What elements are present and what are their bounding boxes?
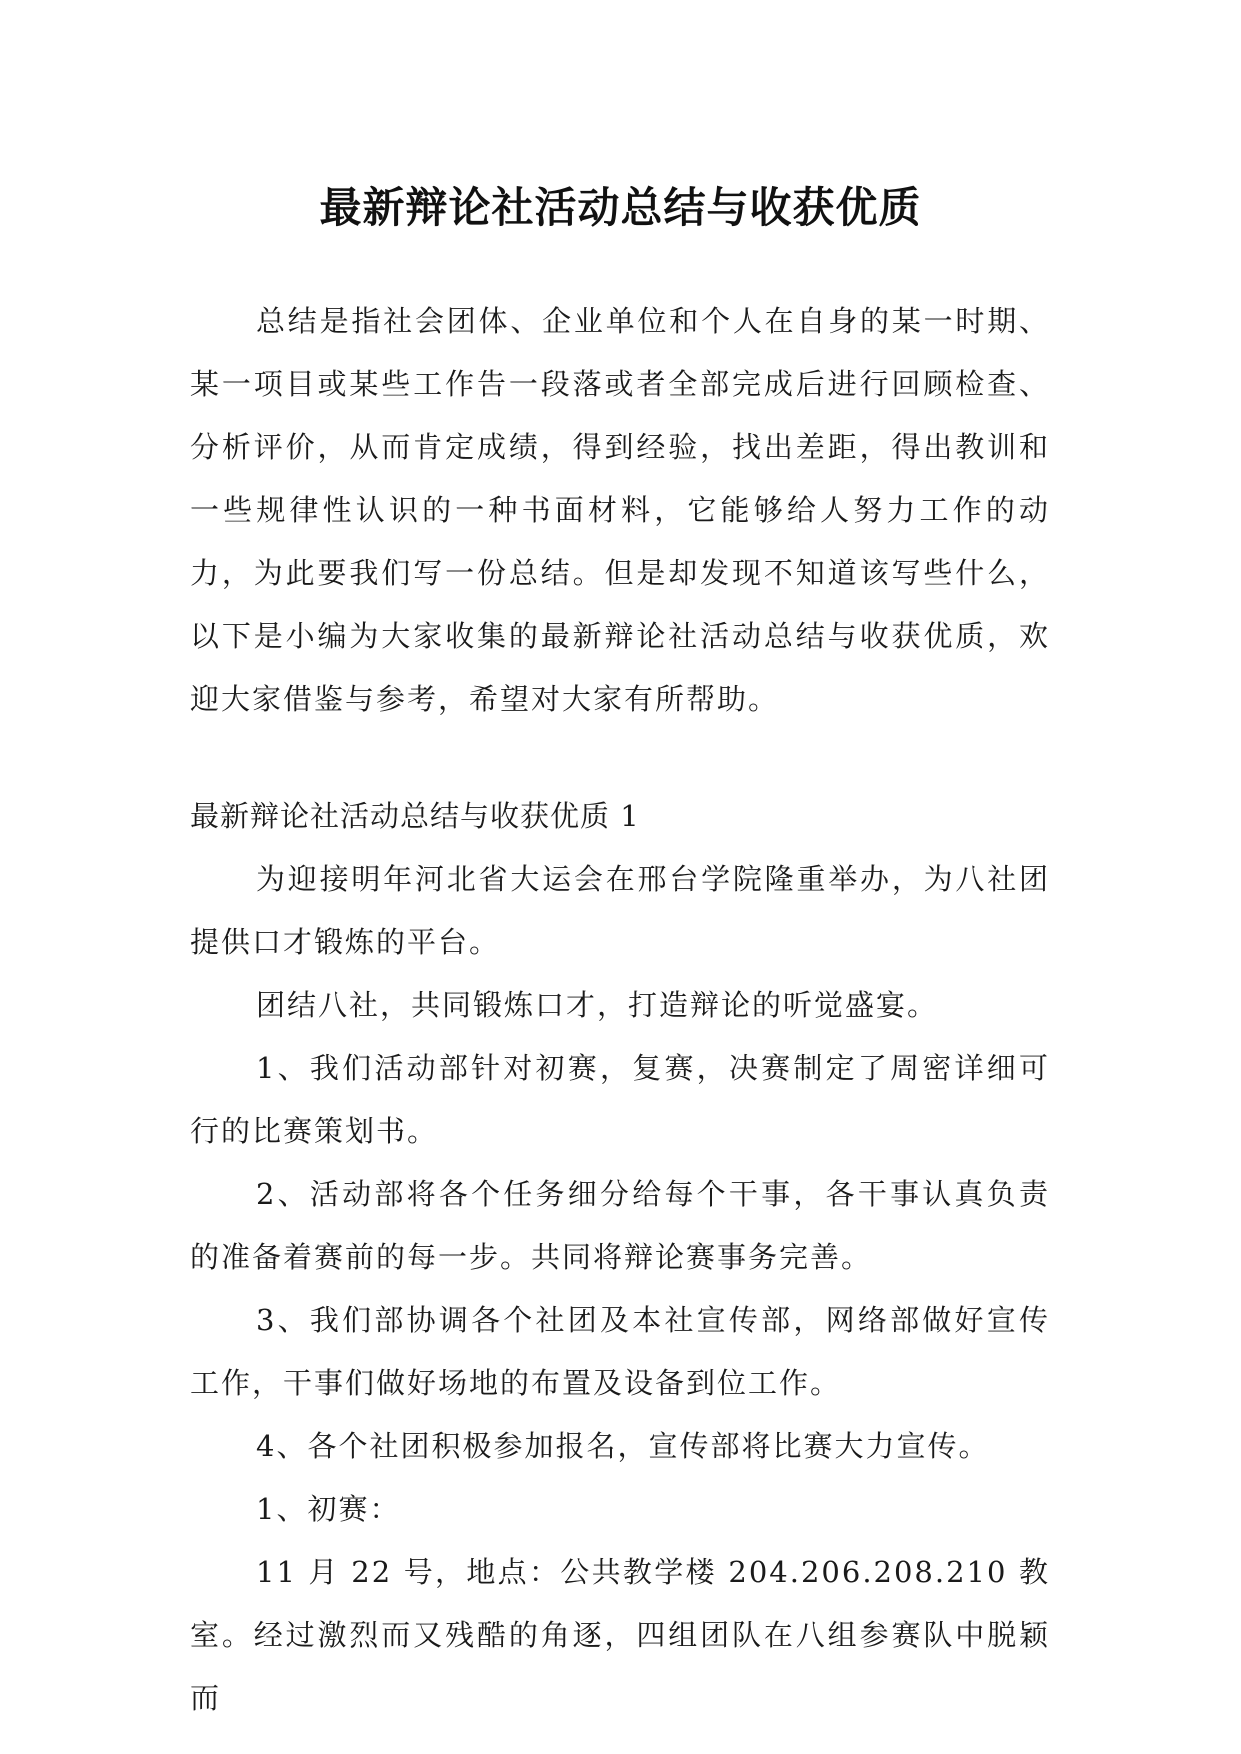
section-heading: 最新辩论社活动总结与收获优质 1 — [190, 799, 640, 833]
body-paragraph: 团结八社，共同锻炼口才，打造辩论的听觉盛宴。 — [256, 988, 939, 1022]
body-paragraph: 4、各个社团积极参加报名，宣传部将比赛大力宣传。 — [256, 1429, 990, 1463]
body-paragraph: 11 月 22 号，地点：公共教学楼 204.206.208.210 教室。经过激烈而又残酷的角逐，四组团队在八组参赛队中脱颖而 — [190, 1555, 1050, 1715]
document-title: 最新辩论社活动总结与收获优质 — [319, 183, 922, 233]
body-paragraph: 为迎接明年河北省大运会在邢台学院隆重举办，为八社团提供口才锻炼的平台。 — [190, 862, 1050, 959]
document-body — [190, 290, 1050, 1730]
body-paragraph: 1、我们活动部针对初赛，复赛，决赛制定了周密详细可行的比赛策划书。 — [190, 1051, 1050, 1148]
body-paragraph: 1、初赛： — [256, 1492, 401, 1526]
body-paragraph: 3、我们部协调各个社团及本社宣传部，网络部做好宣传工作，干事们做好场地的布置及设备到位工作。 — [190, 1303, 1050, 1400]
section-spacer — [190, 731, 1050, 785]
intro-paragraph: 总结是指社会团体、企业单位和个人在自身的某一时期、某一项目或某些工作告一段落或者全部完成后进行回顾检查、分析评价，从而肯定成绩，得到经验，找出差距，得出教训和一些规律性认识的一种书面材料，它能够给人努力工作的动力，为此要我们写一份总结。但是却发现不知道该写些什么，以下是小编为大家收集的最新辩论社活动总结与收获优质，欢迎大家借鉴与参考，希望对大家有所帮助。 — [190, 304, 1050, 716]
body-paragraph: 2、活动部将各个任务细分给每个干事，各干事认真负责的准备着赛前的每一步。共同将辩论赛事务完善。 — [190, 1177, 1050, 1274]
